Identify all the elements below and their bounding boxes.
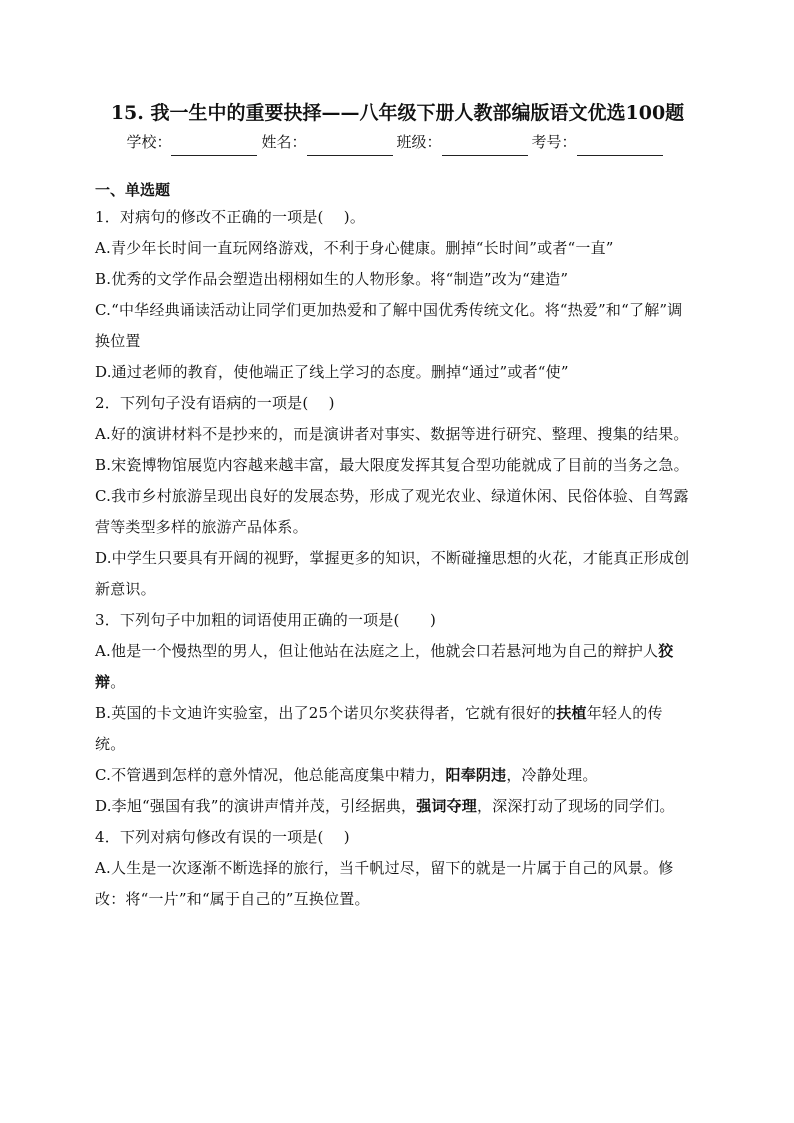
option-b	[95, 698, 690, 760]
name-field	[261, 128, 396, 156]
option-d	[95, 791, 690, 822]
option-a: A.人生是一次逐渐不断选择的旅行，当千帆过尽，留下的就是一片属于自己的风景。修改：将“一片”和“属于自己的”互换位置。	[95, 859, 674, 908]
option-b: B.宋瓷博物馆展览内容越来越丰富，最大限度发挥其复合型功能就成了目前的当务之急。	[95, 456, 689, 474]
option-text: ，深深打动了现场的同学们。	[477, 797, 675, 815]
class-label: 班级：	[396, 133, 442, 151]
option-text: ，冷静处理。	[506, 766, 598, 784]
question-stem: 2．下列句子没有语病的一项是( )	[95, 394, 335, 412]
school-label: 学校：	[126, 133, 172, 151]
bold-term: 扶植	[556, 704, 587, 722]
option-text: D.李旭“强国有我”的演讲声情并茂，引经据典，	[95, 797, 417, 815]
option-text: A.他是一个慢热型的男人，但让他站在法庭之上，他就会口若悬河地为自己的辩护人	[95, 642, 659, 660]
option-c: C.我市乡村旅游呈现出良好的发展态势，形成了观光农业、绿道休闲、民俗体验、自驾露营等类型多样的旅游产品体系。	[95, 487, 689, 536]
student-info-line	[103, 128, 690, 156]
option-d: D.通过老师的教育，使他端正了线上学习的态度。删掉“通过”或者“使”	[95, 363, 569, 381]
option-a	[95, 636, 690, 698]
option-text: 年轻人的传统。	[95, 704, 663, 753]
question-stem: 3．下列句子中加粗的词语使用正确的一项是( )	[95, 611, 437, 629]
option-a: A.青少年长时间一直玩网络游戏，不利于身心健康。删掉“长时间”或者“一直”	[95, 239, 614, 257]
school-field	[126, 128, 261, 156]
section-heading: 一、单选题	[95, 181, 171, 199]
option-b: B.优秀的文学作品会塑造出栩栩如生的人物形象。将“制造”改为“建造”	[95, 270, 569, 288]
option-a: A.好的演讲材料不是抄来的，而是演讲者对事实、数据等进行研究、整理、搜集的结果。	[95, 425, 689, 443]
option-text: C.不管遇到怎样的意外情况，他总能高度集中精力，	[95, 766, 446, 784]
exam-number-blank	[577, 137, 663, 156]
question-stem: 1．对病句的修改不正确的一项是( )。	[95, 208, 366, 226]
option-c	[95, 760, 690, 791]
option-text: 。	[110, 673, 126, 691]
option-text: B.英国的卡文迪许实验室，出了25个诺贝尔奖获得者，它就有很好的	[95, 704, 557, 722]
name-label: 姓名：	[261, 133, 307, 151]
exam-number-field	[532, 128, 667, 156]
school-blank	[171, 137, 257, 156]
exam-number-label: 考号：	[531, 133, 577, 151]
question-list	[95, 202, 690, 915]
bold-term: 狡辩	[95, 642, 674, 691]
option-c: C.“中华经典诵读活动让同学们更加热爱和了解中国优秀传统文化。将“热爱”和“了解”调换位置	[95, 301, 683, 350]
bold-term: 阳奉阴违	[445, 766, 507, 784]
page-title: 15. 我一生中的重要抉择——八年级下册人教部编版语文优选100题	[110, 102, 685, 124]
bold-term: 强词夺理	[416, 797, 478, 815]
class-field	[397, 128, 532, 156]
question-stem: 4．下列对病句修改有误的一项是( )	[95, 828, 350, 846]
name-blank	[307, 137, 393, 156]
class-blank	[442, 137, 528, 156]
option-d: D.中学生只要具有开阔的视野，掌握更多的知识，不断碰撞思想的火花，才能真正形成创新意识。	[95, 549, 690, 598]
